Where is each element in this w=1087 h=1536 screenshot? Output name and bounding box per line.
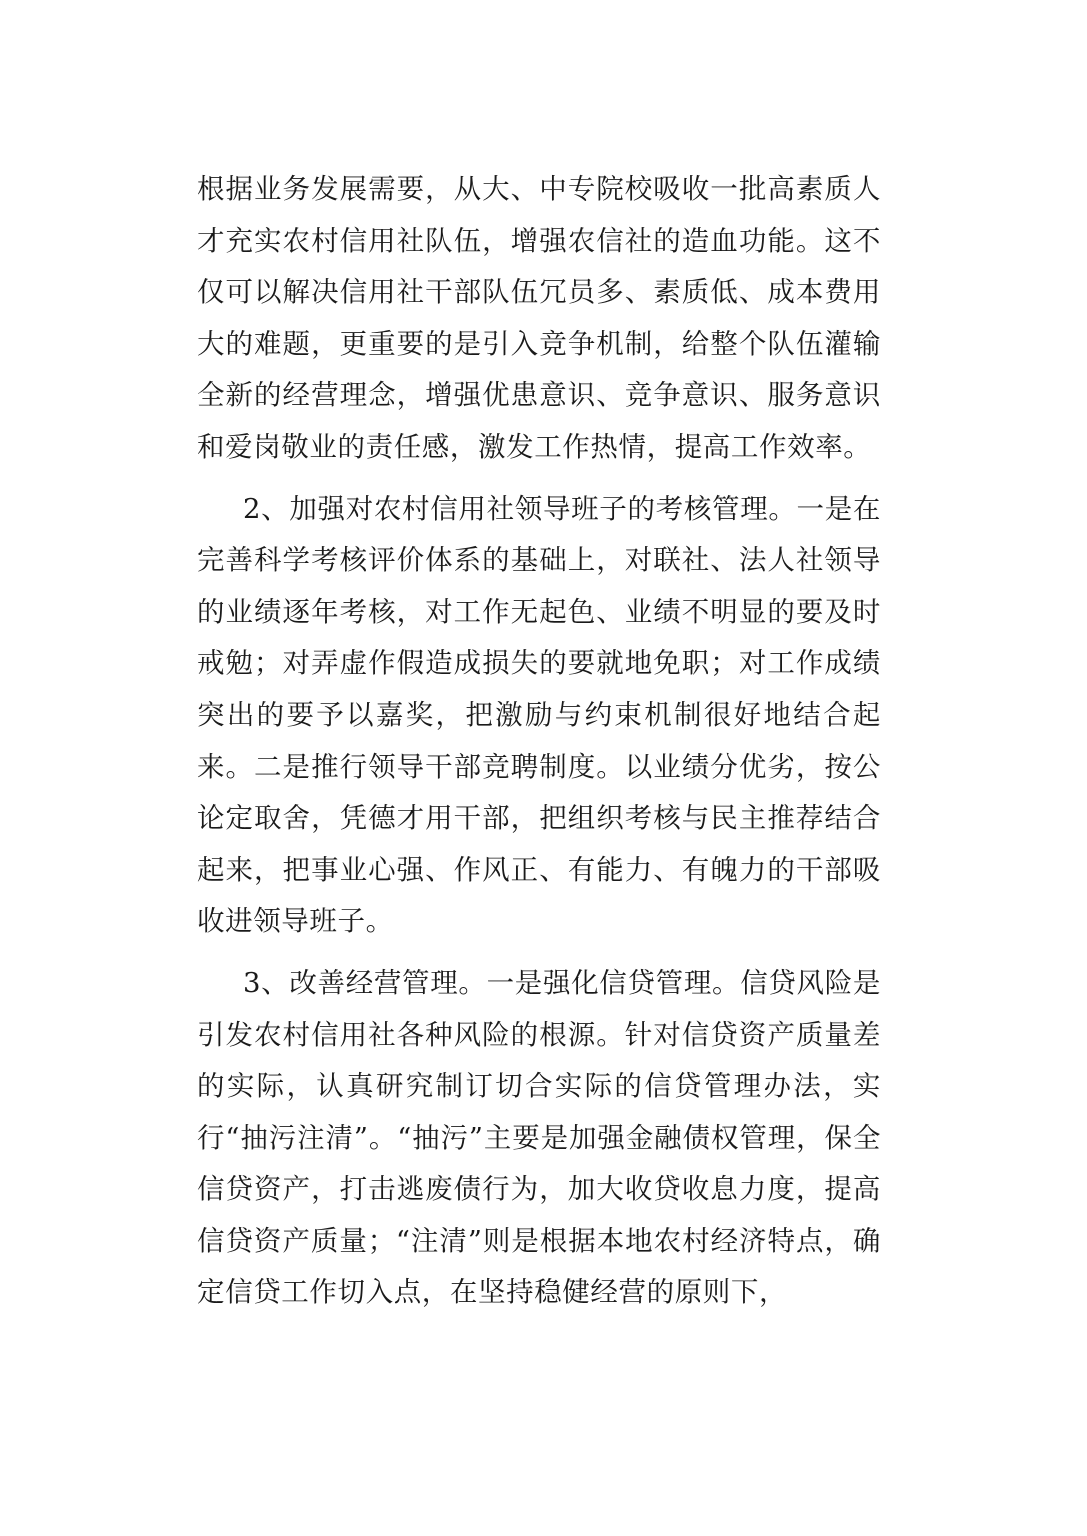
document-page xyxy=(197,164,881,1329)
paragraph-operations-management: 3、改善经营管理。一是强化信贷管理。信贷风险是引发农村信用社各种风险的根源。针对信贷资产质量差的实际，认真研究制订切合实际的信贷管理办法，实行“抽污注清”。“抽污”主要是加强金融债权管理，保全信贷资产，打击逃废债行为，加大收贷收息力度，提高信贷资产质量；“注清”则是根据本地农村经济特点，确定信贷工作切入点，在坚持稳健经营的原则下， xyxy=(197,966,881,1309)
paragraph-continuation: 根据业务发展需要，从大、中专院校吸收一批高素质人才充实农村信用社队伍，增强农信社的造血功能。这不仅可以解决信用社干部队伍冗员多、素质低、成本费用大的难题，更重要的是引入竞争机制，给整个队伍灌输全新的经营理念，增强优患意识、竞争意识、服务意识和爱岗敬业的责任感，激发工作热情，提高工作效率。 xyxy=(197,173,881,463)
paragraph-leadership-assessment: 2、加强对农村信用社领导班子的考核管理。一是在完善科学考核评价体系的基础上，对联社、法人社领导的业绩逐年考核，对工作无起色、业绩不明显的要及时戒勉；对弄虚作假造成损失的要就地免职；对工作成绩突出的要予以嘉奖，把激励与约束机制很好地结合起来。二是推行领导干部竞聘制度。以业绩分优劣，按公论定取舍，凭德才用干部，把组织考核与民主推荐结合起来，把事业心强、作风正、有能力、有魄力的干部吸收进领导班子。 xyxy=(197,492,881,938)
